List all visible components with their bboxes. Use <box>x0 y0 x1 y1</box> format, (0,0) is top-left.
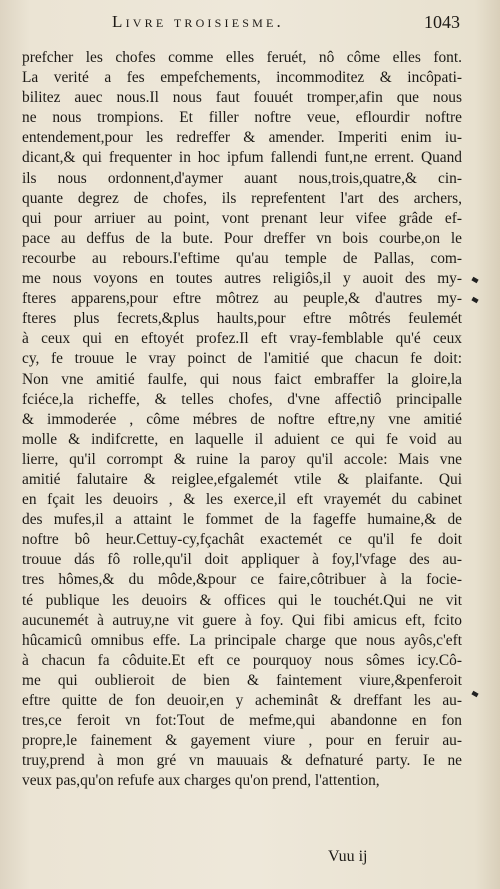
text-line: ne nous trompions. Et filler noftre veue, eflourdir noftre <box>22 109 462 127</box>
text-line: cy, fe trouue le vray poinct de l'amitié que chacun fe doit: <box>22 350 462 368</box>
text-line: & immoderée , côme mébres de noftre eftre,ny vne amitié <box>22 410 462 428</box>
text-line: me nous voyons en toutes autres religiôs,il y auoit des my- <box>22 270 462 288</box>
text-line: quante degrez de chofes, ils reprefentent l'art des archers, <box>22 189 462 207</box>
text-line: hûcamicû omnibus effe. La principale charge que nous ayôs,c'eft <box>22 631 462 649</box>
text-line: fteres apparens,pour eftre môtrez au peuple,& d'autres my- <box>22 290 462 308</box>
page-header <box>112 12 460 36</box>
text-line: veux pas,qu'on refufe aux charges qu'on prend, l'attention, <box>22 772 380 790</box>
page-number: 1043 <box>424 12 460 32</box>
body-text <box>22 48 462 791</box>
text-line: bilitez auec nous.Il nous faut fouuét tromper,afin que nous <box>22 89 462 107</box>
text-line: entendement,pour les redreffer & amender. Imperiti enim iu- <box>22 129 462 147</box>
text-line: La verité a fes empefchements, incommoditez & incôpati- <box>22 69 462 87</box>
text-line: Non vne amitié faulfe, qui nous faict embraffer la gloire,la <box>22 370 462 388</box>
marginal-mark <box>471 297 478 303</box>
text-line: à chacun fa côduite.Et eft ce pourquoy nous sômes icy.Cô- <box>22 651 462 669</box>
text-line: propre,le fainement & gayement viure , pour en feruir au- <box>22 732 462 750</box>
text-line: fciéce,la richeffe, & telles chofes, d'vne affectiô principalle <box>22 390 462 408</box>
text-line: aucunemét à autruy,ne vit guere à foy. Qui fibi amicus eft, fcito <box>22 611 462 629</box>
text-line: té publique les deuoirs & offices qui le touchét.Qui ne vit <box>22 591 462 609</box>
text-line: amitié falutaire & reiglee,efgalemét vtile & plaifante. Qui <box>22 470 462 488</box>
text-line: truy,prend à mon gré vn mauuais & defnaturé party. Ie ne <box>22 752 462 770</box>
text-line: prefcher les chofes comme elles feruét, nô côme elles font. <box>22 49 462 66</box>
text-line: lierre, qu'il corrompt & ruine la paroy qu'il accole: Mais vne <box>22 450 462 468</box>
text-line: des mufes,il a attaint le fommet de la fageffe humaine,& de <box>22 511 462 529</box>
text-line: recourbe au rebours.I'eftime qu'au temple de Pallas, com- <box>22 249 462 267</box>
marginal-mark <box>471 691 478 697</box>
text-line: en fçait les deuoirs , & les exerce,il eft vrayemét du cabinet <box>22 491 462 509</box>
text-line: ils nous ordonnent,d'aymer auant nous,trois,quatre,& cin- <box>22 169 462 187</box>
text-line: pace au deffus de la bute. Pour dreffer vn bois courbe,on le <box>22 229 462 247</box>
running-head: Livre troisiesme. <box>112 12 284 31</box>
text-line: noftre bô heur.Cettuy-cy,fçachât exactemét ce qu'il fe doit <box>22 531 462 549</box>
text-line: tres hômes,& du môde,&pour ce faire,côtribuer à la focie- <box>22 571 462 589</box>
text-line: tres,ce feroit vn fot:Tout de mefme,qui abandonne en fon <box>22 712 462 730</box>
marginal-mark <box>471 277 478 283</box>
text-line: me qui oublieroit de bien & faintement viure,&penferoit <box>22 671 462 689</box>
text-line: qui pour arriuer au point, vont prenant leur vifee grâde ef- <box>22 209 462 227</box>
text-line: molle & indifcrette, en laquelle il aduient ce qui fe void au <box>22 430 462 448</box>
text-line: trouue dás fô rolle,qu'il doit appliquer à foy,l'vfage des au- <box>22 551 462 569</box>
text-line: dicant,& qui frequenter in hoc ipfum fallendi funt,ne errent. Quand <box>22 149 462 167</box>
text-line: à ceux qui en eftoyét profez.Il eft vray-femblable qu'é ceux <box>22 330 462 348</box>
signature-mark: Vuu ij <box>328 848 368 865</box>
text-line: fteres plus fecrets,&plus haults,pour eftre môtrés feulemét <box>22 310 462 328</box>
text-line: eftre quitte de fon deuoir,en y acheminât & dreffant les au- <box>22 692 462 709</box>
